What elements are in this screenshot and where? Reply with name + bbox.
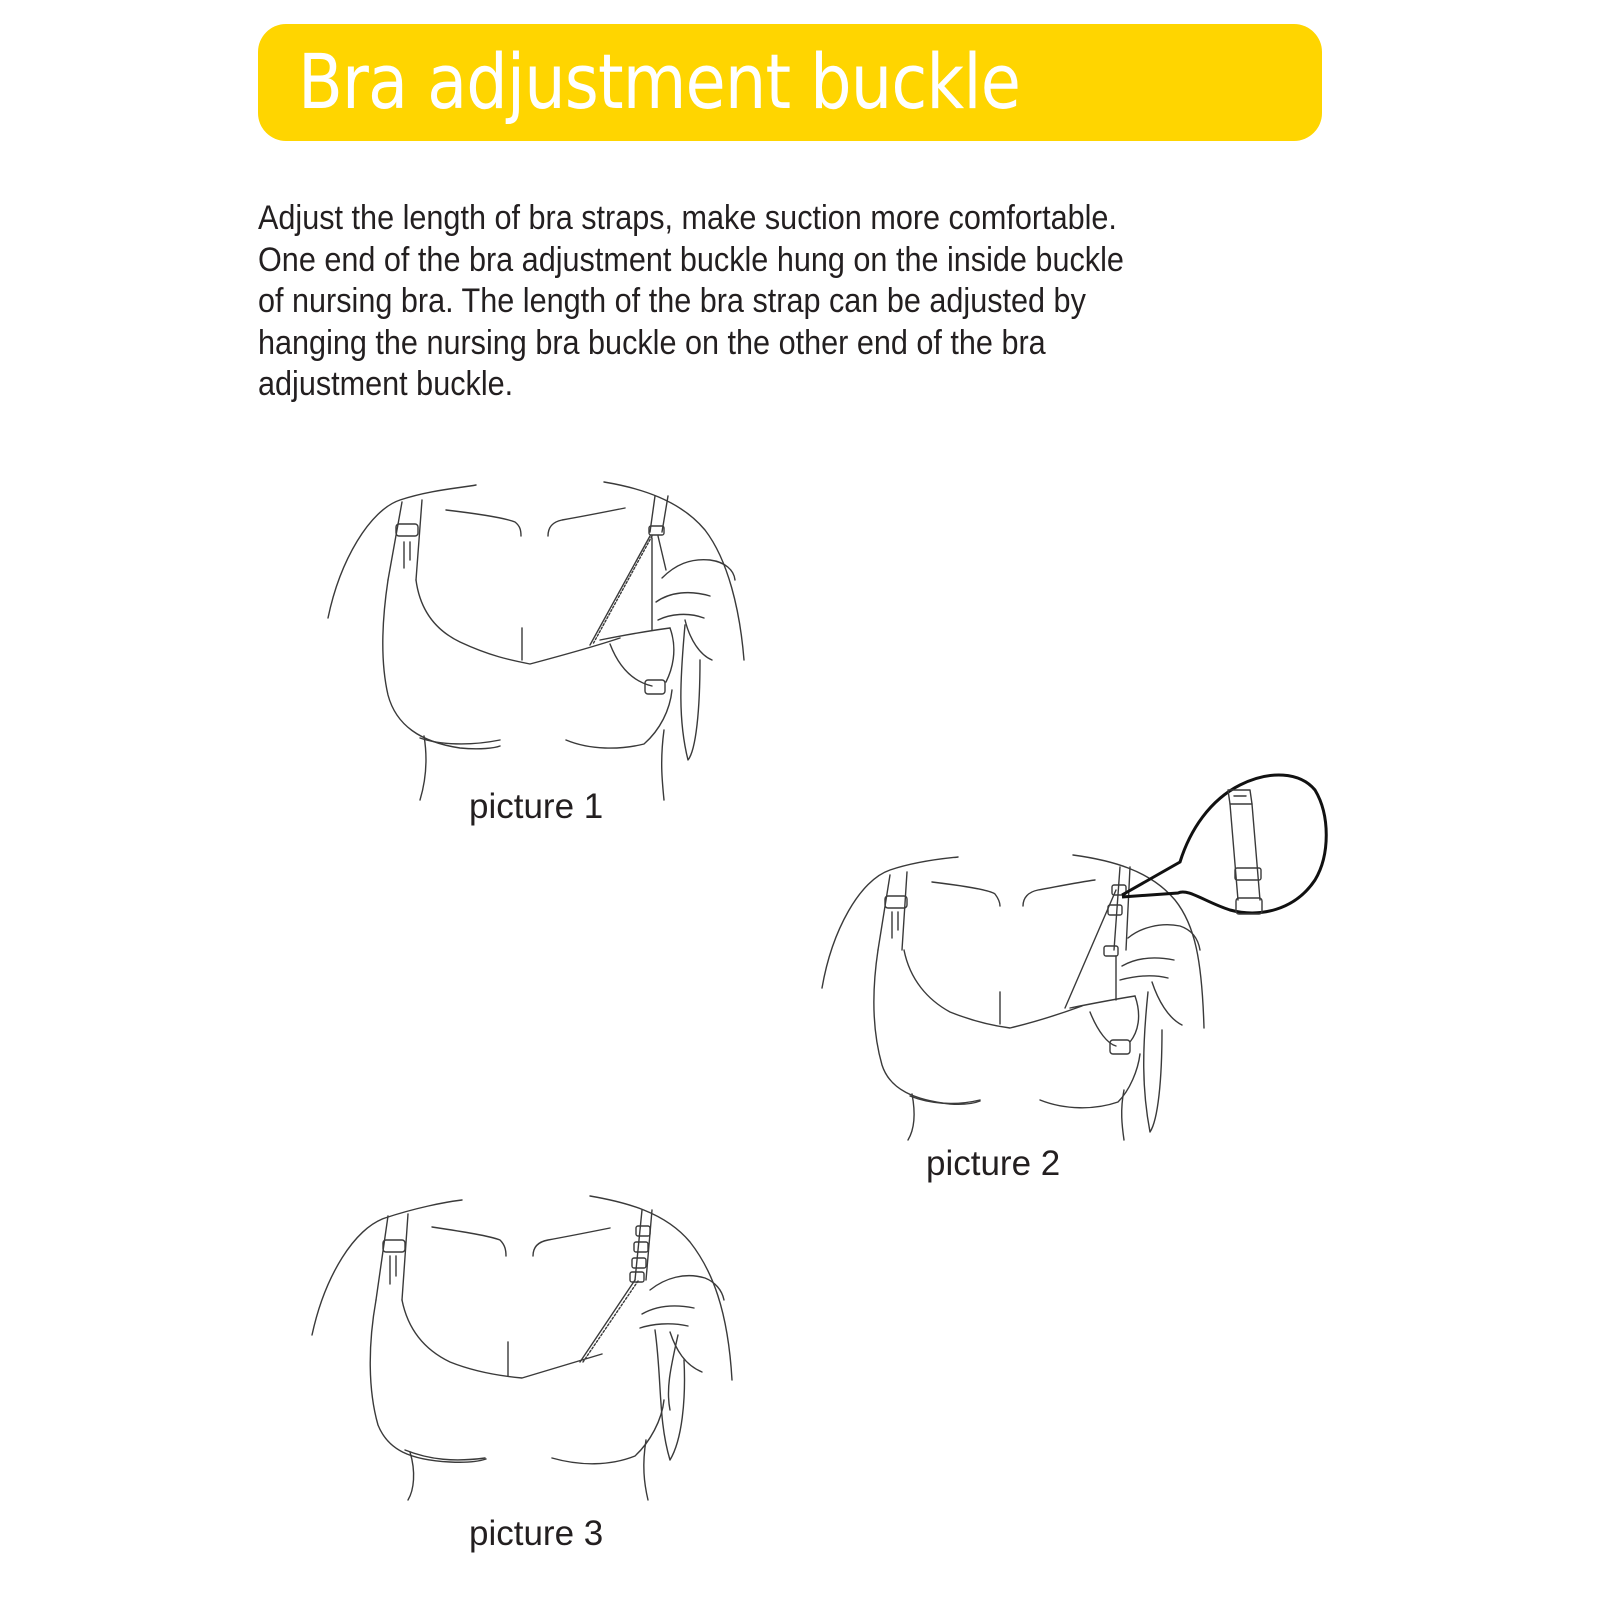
title-banner	[258, 24, 1322, 141]
picture-2-caption: picture 2	[926, 1144, 1061, 1183]
picture-3-illustration	[290, 1150, 750, 1500]
torso-line-art-with-callout-icon	[790, 760, 1330, 1140]
description-paragraph	[258, 198, 1338, 406]
description-line: Adjust the length of bra straps, make suction more comfortable.	[258, 199, 1117, 237]
picture-1-illustration	[300, 460, 760, 800]
description-line: One end of the bra adjustment buckle hung on the inside buckle	[258, 240, 1124, 279]
torso-line-art-icon	[300, 460, 760, 800]
description-line: hanging the nursing bra buckle on the other end of the bra	[258, 323, 1046, 362]
torso-line-art-buckled-icon	[290, 1150, 750, 1500]
page-title: Bra adjustment buckle	[298, 37, 1021, 126]
picture-1-caption: picture 1	[469, 787, 604, 826]
description-line: of nursing bra. The length of the bra strap can be adjusted by	[258, 282, 1086, 320]
description-line: adjustment buckle.	[258, 365, 514, 403]
picture-2-illustration	[790, 760, 1330, 1140]
picture-3-caption: picture 3	[469, 1514, 604, 1553]
